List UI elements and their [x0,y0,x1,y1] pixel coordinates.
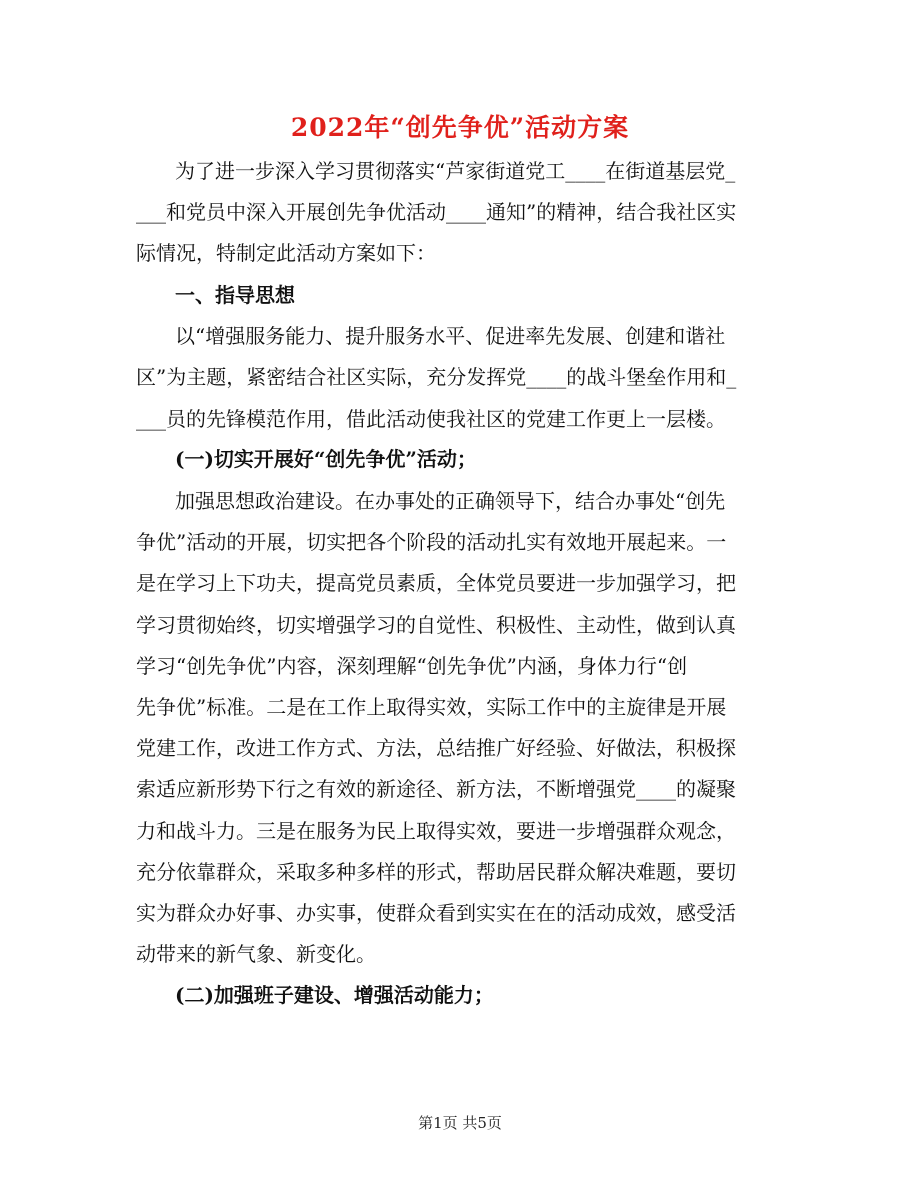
paragraph-line: 以“增强服务能力、提升服务水平、促进率先发展、创建和谐社 [175,324,726,348]
paragraph-line: 为了进一步深入学习贯彻落实“芦家街道党工____在街道基层党_ [175,159,736,183]
paragraph-line: 际情况，特制定此活动方案如下： [136,241,436,265]
paragraph-line: ___和党员中深入开展创先争优活动____通知”的精神，结合我社区实 [136,200,737,224]
page-footer: 第1页 共5页 [418,1114,502,1132]
section-heading: 一、指导思想 [175,283,295,307]
paragraph-line: 争优”活动的开展，切实把各个阶段的活动扎实有效地开展起来。一 [136,530,727,554]
paragraph-line: 是在学习上下功夫，提高党员素质，全体党员要进一步加强学习，把 [136,571,736,595]
paragraph-line: 动带来的新气象、新变化。 [136,942,376,966]
paragraph-line: 党建工作，改进工作方式、方法，总结推广好经验、好做法，积极探 [136,736,736,760]
paragraph-line: 索适应新形势下行之有效的新途径、新方法，不断增强党____的凝聚 [136,777,736,801]
paragraph-line: 加强思想政治建设。在办事处的正确领导下，结合办事处“创先 [175,489,726,513]
paragraph-line: 充分依靠群众，采取多种多样的形式，帮助居民群众解决难题，要切 [136,860,736,884]
paragraph-line: 实为群众办好事、办实事，使群众看到实实在在的活动成效，感受活 [136,901,736,925]
section-heading: (二)加强班子建设、增强活动能力； [175,983,494,1007]
section-heading: (一)切实开展好“创先争优”活动； [175,447,477,471]
paragraph-line: 区”为主题，紧密结合社区实际，充分发挥党____的战斗堡垒作用和_ [136,365,737,389]
paragraph-line: 学习贯彻始终，切实增强学习的自觉性、积极性、主动性，做到认真 [136,613,736,637]
paragraph-line: 学习“创先争优”内容，深刻理解“创先争优”内涵，身体力行“创 [136,654,688,678]
paragraph-line: 力和战斗力。三是在服务为民上取得实效，要进一步增强群众观念， [136,819,736,843]
document-title: 2022年“创先争优”活动方案 [290,113,630,142]
paragraph-line: 先争优”标准。二是在工作上取得实效，实际工作中的主旋律是开展 [136,695,727,719]
paragraph-line: ___员的先锋模范作用，借此活动使我社区的党建工作更上一层楼。 [136,407,726,431]
